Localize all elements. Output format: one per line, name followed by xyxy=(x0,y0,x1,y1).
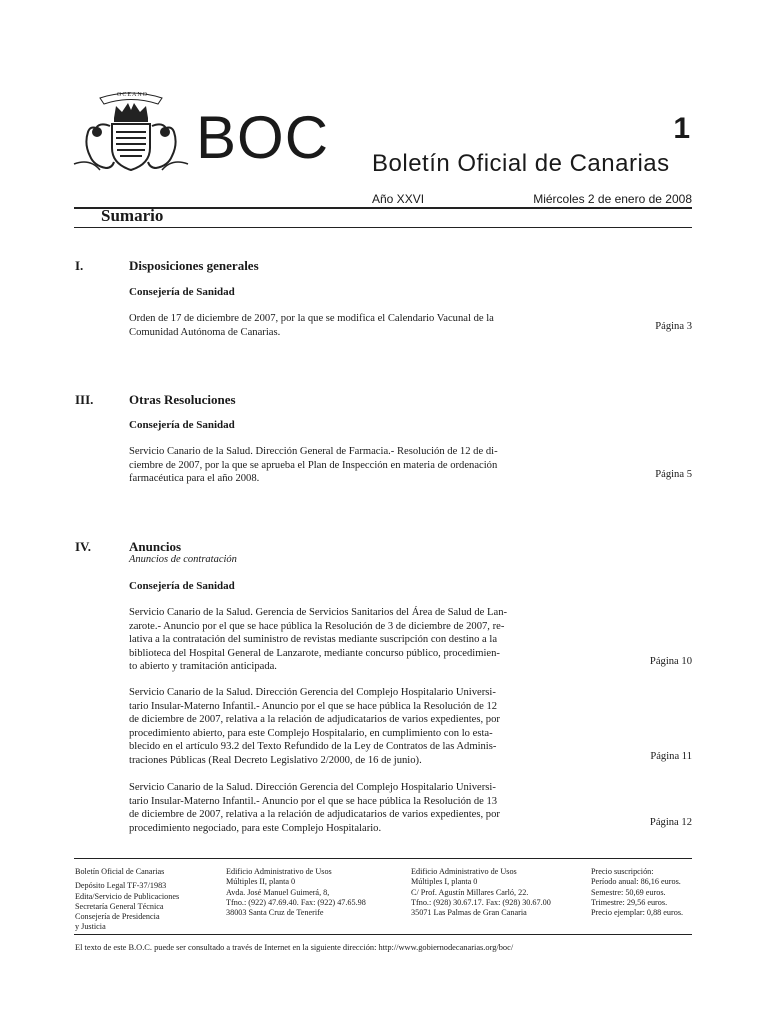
web-note[interactable]: El texto de este B.O.C. puede ser consultado a través de Internet en la siguiente dirección: http://www.gobiernodecanarias.org/boc/ xyxy=(75,943,514,952)
entry-line: de diciembre de 2007, relativa a la relación de adjudicatarios de varios expedientes, por xyxy=(129,714,500,726)
department-name: Consejería de Sanidad xyxy=(129,419,235,431)
logo-lettering: OCEANO xyxy=(117,92,148,98)
footer-address-tenerife xyxy=(226,867,366,918)
footer-prices xyxy=(591,867,683,918)
entry-line: procedimiento abierto, para este Complejo Hospitalario, en cumplimiento con lo esta- xyxy=(129,727,493,739)
footer-line: 38003 Santa Cruz de Tenerife xyxy=(226,908,324,918)
footer-line: Edita/Servicio de Publicaciones xyxy=(75,891,180,901)
footer-line: Tfno.: (922) 47.69.40. Fax: (922) 47.65.98 xyxy=(226,897,366,907)
entry-line: tario Insular-Materno Infantil.- Anuncio por el que se hace pública la Resolución de 13 xyxy=(129,795,498,807)
department-name: Consejería de Sanidad xyxy=(129,286,235,298)
summary-rule xyxy=(74,227,692,228)
section-title: Anuncios xyxy=(129,539,182,554)
section-title: Disposiciones generales xyxy=(129,258,259,273)
entry-line: de diciembre de 2007, relativa a la relación de adjudicatarios de varios expedientes, por xyxy=(129,809,500,821)
boc-brand: BOC xyxy=(196,104,330,171)
entry-line: procedimiento negociado, para este Complejo Hospitalario. xyxy=(129,822,382,834)
entry-line: Servicio Canario de la Salud. Dirección Gerencia del Complejo Hospitalario Universi- xyxy=(129,782,496,793)
summary-title: Sumario xyxy=(101,206,164,225)
page-reference: Página 5 xyxy=(655,469,692,480)
footer-line: Secretaría General Técnica xyxy=(75,901,164,911)
page-reference: Página 11 xyxy=(650,751,692,762)
footer-line: Edificio Administrativo de Usos xyxy=(226,867,332,876)
page-reference: Página 3 xyxy=(655,321,692,332)
issue-date: Miércoles 2 de enero de 2008 xyxy=(533,192,692,206)
entry-line: zarote.- Anuncio por el que se hace pública la Resolución de 3 de diciembre de 2007, re- xyxy=(129,620,505,632)
entry-line: ciembre de 2007, por la que se aprueba el Plan de Inspección en materia de ordenación xyxy=(129,459,498,471)
section-subtitle: Anuncios de contratación xyxy=(129,554,237,565)
summary-entry[interactable] xyxy=(129,445,536,486)
entry-line: lativa a la contratación del suministro de revistas mediante suscripción con destino a la xyxy=(129,634,498,646)
section-number: IV. xyxy=(75,539,92,554)
footer-line: Depósito Legal TF-37/1983 xyxy=(75,881,167,891)
summary-entry[interactable] xyxy=(129,686,536,768)
year-label: Año XXVI xyxy=(372,192,425,206)
entry-line: traciones Públicas (Real Decreto Legislativo 2/2000, de 16 de junio). xyxy=(129,754,422,766)
issue-number: 1 xyxy=(673,112,690,145)
entry-line: tario Insular-Materno Infantil.- Anuncio por el que se hace pública la Resolución de 12 xyxy=(129,700,498,712)
footer-line: Período anual: 86,16 euros. xyxy=(591,877,681,887)
coat-of-arms-icon xyxy=(70,86,192,182)
page-reference: Página 12 xyxy=(649,817,692,828)
footer-rule xyxy=(74,858,692,859)
header-rule xyxy=(74,207,692,209)
footer-line: C/ Prof. Agustín Millares Carló, 22. xyxy=(411,887,529,897)
footer-line: Avda. José Manuel Guimerá, 8, xyxy=(226,887,330,897)
publication-title: Boletín Oficial de Canarias xyxy=(372,150,670,177)
section-number: I. xyxy=(75,258,84,273)
entry-line: biblioteca del Hospital General de Lanzarote, mediante concurso público, procedimien- xyxy=(129,647,500,659)
entry-line: to abierto y tramitación anticipada. xyxy=(129,661,277,673)
footer-line: Edificio Administrativo de Usos xyxy=(411,867,517,876)
footer-line: Múltiples I, planta 0 xyxy=(411,877,478,887)
footer-line: 35071 Las Palmas de Gran Canaria xyxy=(411,908,527,918)
entry-line: Orden de 17 de diciembre de 2007, por la que se modifica el Calendario Vacunal de la xyxy=(129,313,494,324)
footer-line: Tfno.: (928) 30.67.17. Fax: (928) 30.67.00 xyxy=(411,897,551,907)
footer-line: Boletín Oficial de Canarias xyxy=(75,867,165,876)
department-name: Consejería de Sanidad xyxy=(129,580,235,592)
page-reference: Página 10 xyxy=(649,656,692,667)
entry-line: Servicio Canario de la Salud. Dirección Gerencia del Complejo Hospitalario Universi- xyxy=(129,687,496,698)
footer-line: Precio ejemplar: 0,88 euros. xyxy=(591,908,684,918)
summary-entry[interactable] xyxy=(129,312,536,339)
footer-line: Precio suscripción: xyxy=(591,867,654,876)
entry-line: blecido en el artículo 93.2 del Texto Refundido de la Ley de Contratos de las Adminis- xyxy=(129,741,497,753)
footer-address-gran-canaria xyxy=(411,867,551,918)
footer-line: y Justicia xyxy=(75,922,106,932)
footer-line: Semestre: 50,69 euros. xyxy=(591,887,666,897)
footer-line: Trimestre: 29,56 euros. xyxy=(591,897,668,907)
entry-line: Servicio Canario de la Salud. Gerencia de Servicios Sanitarios del Área de Salud de Lan- xyxy=(129,607,508,618)
footer-line: Consejería de Presidencia xyxy=(75,912,160,922)
coat-of-arms-logo xyxy=(70,86,192,182)
footer-bottom-rule xyxy=(74,934,692,935)
footer-line: Múltiples II, planta 0 xyxy=(226,877,296,887)
entry-line: farmacéutica para el año 2008. xyxy=(129,473,260,485)
summary-entry[interactable] xyxy=(129,606,536,674)
footer-publisher xyxy=(75,867,179,933)
summary-entry[interactable] xyxy=(129,781,536,835)
entry-line: Comunidad Autónoma de Canarias. xyxy=(129,326,281,338)
entry-line: Servicio Canario de la Salud. Dirección General de Farmacia.- Resolución de 12 de di- xyxy=(129,446,498,457)
section-number: III. xyxy=(75,392,94,407)
section-title: Otras Resoluciones xyxy=(129,392,236,407)
